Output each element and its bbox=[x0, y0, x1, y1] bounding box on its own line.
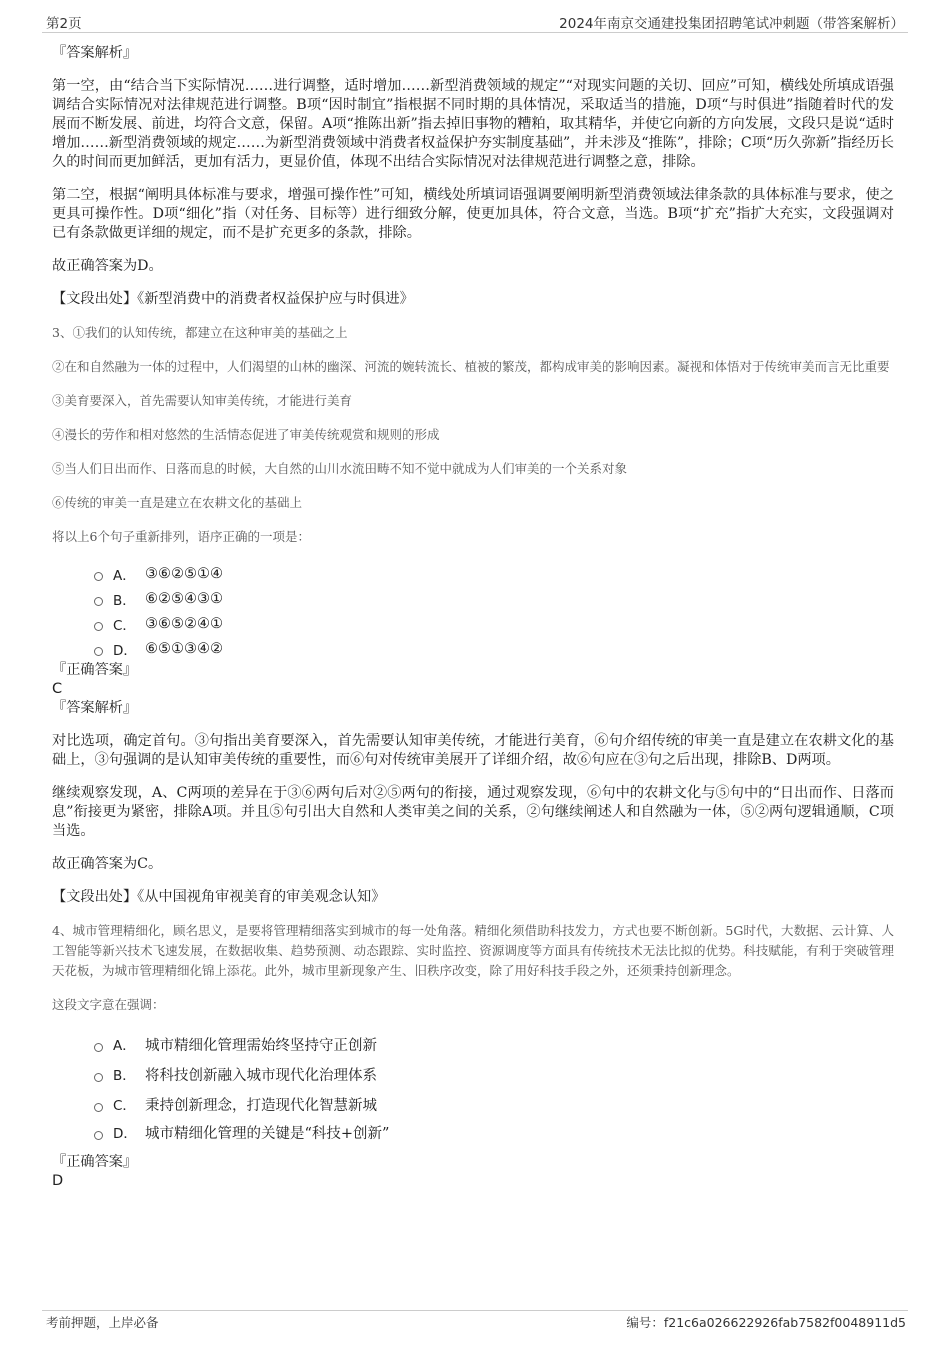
q3-stem-line: ③美育要深入，首先需要认知审美传统，才能进行美育 bbox=[52, 393, 353, 408]
q3-stem-line: ⑤当人们日出而作、日落而息的时候，大自然的山川水流田畴不知不觉中就成为人们审美的一个关系对象 bbox=[52, 461, 628, 476]
radio-icon[interactable] bbox=[94, 1103, 103, 1112]
q3-analysis-p2: 继续观察发现，A、C两项的差异在于③⑥两句后对②⑤两句的衔接，通过观察发现，⑥句中的农耕文化与⑤句中的“日出而作、日落而息”衔接更为紧密，排除A项。并且⑤句引出大自然和人类审美之间的关系，②句继续阐述人和自然融为一体，⑤②两句逻辑通顺，C项当选。 bbox=[52, 785, 894, 839]
footer-divider bbox=[42, 1310, 908, 1311]
q2-analysis-p2: 第二空，根据“阐明具体标准与要求，增强可操作性”可知，横线处所填词语强调要阐明新型消费领域法律条款的具体标准与要求，使之更具可操作性。D项“细化”指（对任务、目标等）进行细致分解，使更加具体，符合文意，当选。B项“扩充”指扩大充实，文段强调对已有条款做更详细的规定，而不是扩充更多的条款，排除。 bbox=[52, 187, 894, 241]
radio-icon[interactable] bbox=[94, 572, 103, 581]
radio-icon[interactable] bbox=[94, 1073, 103, 1082]
q3-analysis-label: 『答案解析』 bbox=[52, 700, 138, 716]
radio-icon[interactable] bbox=[94, 1043, 103, 1052]
q4-stem: 4、城市管理精细化，顾名思义，是要将管理精细落实到城市的每一处角落。精细化须借助科技发力，方式也要不断创新。5G时代，大数据、云计算、人工智能等新兴技术飞速发展，在数据收集、趋势预测、动态跟踪、实时监控、资源调度等方面具有传统技术无法比拟的优势。科技赋能，有利于突破管理天花板，为城市管理精细化锦上添花。此外，城市里新现象产生、旧秩序改变，除了用好科技手段之外，还须秉持创新理念。 bbox=[52, 923, 894, 978]
q3-prompt: 将以上6个句子重新排列，语序正确的一项是： bbox=[52, 529, 310, 544]
radio-icon[interactable] bbox=[94, 597, 103, 606]
q3-stem-line: 3、①我们的认知传统，都建立在这种审美的基础之上 bbox=[52, 325, 348, 340]
q2-source: 【文段出处】《新型消费中的消费者权益保护应与时俱进》 bbox=[52, 291, 414, 307]
page-footer bbox=[42, 1313, 908, 1333]
q4-option-b[interactable]: B． 将科技创新融入城市现代化治理体系 bbox=[94, 1059, 894, 1089]
q4-correct-label: 『正确答案』 bbox=[52, 1154, 138, 1170]
q3-correct-label: 『正确答案』 bbox=[52, 662, 138, 678]
radio-icon[interactable] bbox=[94, 647, 103, 656]
q3-options bbox=[94, 561, 894, 661]
q3-stem-line: ②在和自然融为一体的过程中，人们渴望的山林的幽深、河流的婉转流长、植被的繁茂，都构成审美的影响因素。凝视和体悟对于传统审美而言无比重要 bbox=[52, 359, 890, 374]
page-content bbox=[52, 44, 894, 1191]
q4-option-d[interactable]: D． 城市精细化管理的关键是“科技+创新” bbox=[94, 1119, 894, 1145]
q3-option-a[interactable]: A． ③⑥②⑤①④ bbox=[94, 561, 894, 586]
q2-conclusion: 故正确答案为D。 bbox=[52, 258, 163, 274]
q2-analysis-label: 『答案解析』 bbox=[52, 45, 138, 61]
q4-options bbox=[94, 1029, 894, 1145]
q3-stem-line: ⑥传统的审美一直是建立在农耕文化的基础上 bbox=[52, 495, 303, 510]
q3-conclusion: 故正确答案为C。 bbox=[52, 856, 163, 872]
q3-stem bbox=[52, 323, 894, 547]
radio-icon[interactable] bbox=[94, 622, 103, 631]
q3-option-d[interactable]: D． ⑥⑤①③④② bbox=[94, 636, 894, 661]
footer-slogan: 考前押题，上岸必备 bbox=[46, 1315, 159, 1330]
q3-analysis-p1: 对比选项，确定首句。③句指出美育要深入，首先需要认知审美传统，才能进行美育，⑥句介绍传统的审美一直是建立在农耕文化的基础上，③句强调的是认知审美传统的重要性，而⑥句对传统审美展开了详细介绍，故⑥句应在③句之后出现，排除B、D两项。 bbox=[52, 733, 894, 768]
q3-option-b[interactable]: B． ⑥②⑤④③① bbox=[94, 586, 894, 611]
header-divider bbox=[42, 32, 908, 33]
q3-correct-answer: C bbox=[52, 681, 63, 697]
q4-option-c[interactable]: C． 秉持创新理念，打造现代化智慧新城 bbox=[94, 1089, 894, 1119]
page-number: 第2页 bbox=[46, 16, 82, 32]
q4-prompt: 这段文字意在强调： bbox=[52, 997, 165, 1012]
page-header bbox=[42, 10, 908, 30]
radio-icon[interactable] bbox=[94, 1131, 103, 1140]
footer-serial: 编号：f21c6a026622926fab7582f0048911d5 bbox=[626, 1315, 906, 1330]
document-title: 2024年南京交通建投集团招聘笔试冲刺题（带答案解析） bbox=[559, 16, 904, 32]
q3-source: 【文段出处】《从中国视角审视美育的审美观念认知》 bbox=[52, 889, 386, 905]
q4-correct-answer: D bbox=[52, 1173, 64, 1189]
q3-option-c[interactable]: C． ③⑥⑤②④① bbox=[94, 611, 894, 636]
q2-analysis-p1: 第一空，由“结合当下实际情况……进行调整，适时增加……新型消费领域的规定”“对现实问题的关切、回应”可知，横线处所填成语强调结合实际情况对法律规范进行调整。B项“因时制宜”指根据不同时期的具体情况，采取适当的措施，D项“与时俱进”指随着时代的发展而不断发展、前进，均符合文意，保留。A项“推陈出新”指去掉旧事物的糟粕，取其精华，并使它向新的方向发展，文段只是说“适时增加……新型消费领域的规定……为新型消费领域中消费者权益保护夯实制度基础”，并未涉及“推陈”，排除；C项“历久弥新”指经历长久的时间而更加鲜活，更加有活力，更显价值，体现不出结合实际情况对法律规范进行调整之意，排除。 bbox=[52, 78, 894, 170]
q4-option-a[interactable]: A． 城市精细化管理需始终坚持守正创新 bbox=[94, 1029, 894, 1059]
q3-stem-line: ④漫长的劳作和相对悠然的生活情态促进了审美传统观赏和规则的形成 bbox=[52, 427, 440, 442]
